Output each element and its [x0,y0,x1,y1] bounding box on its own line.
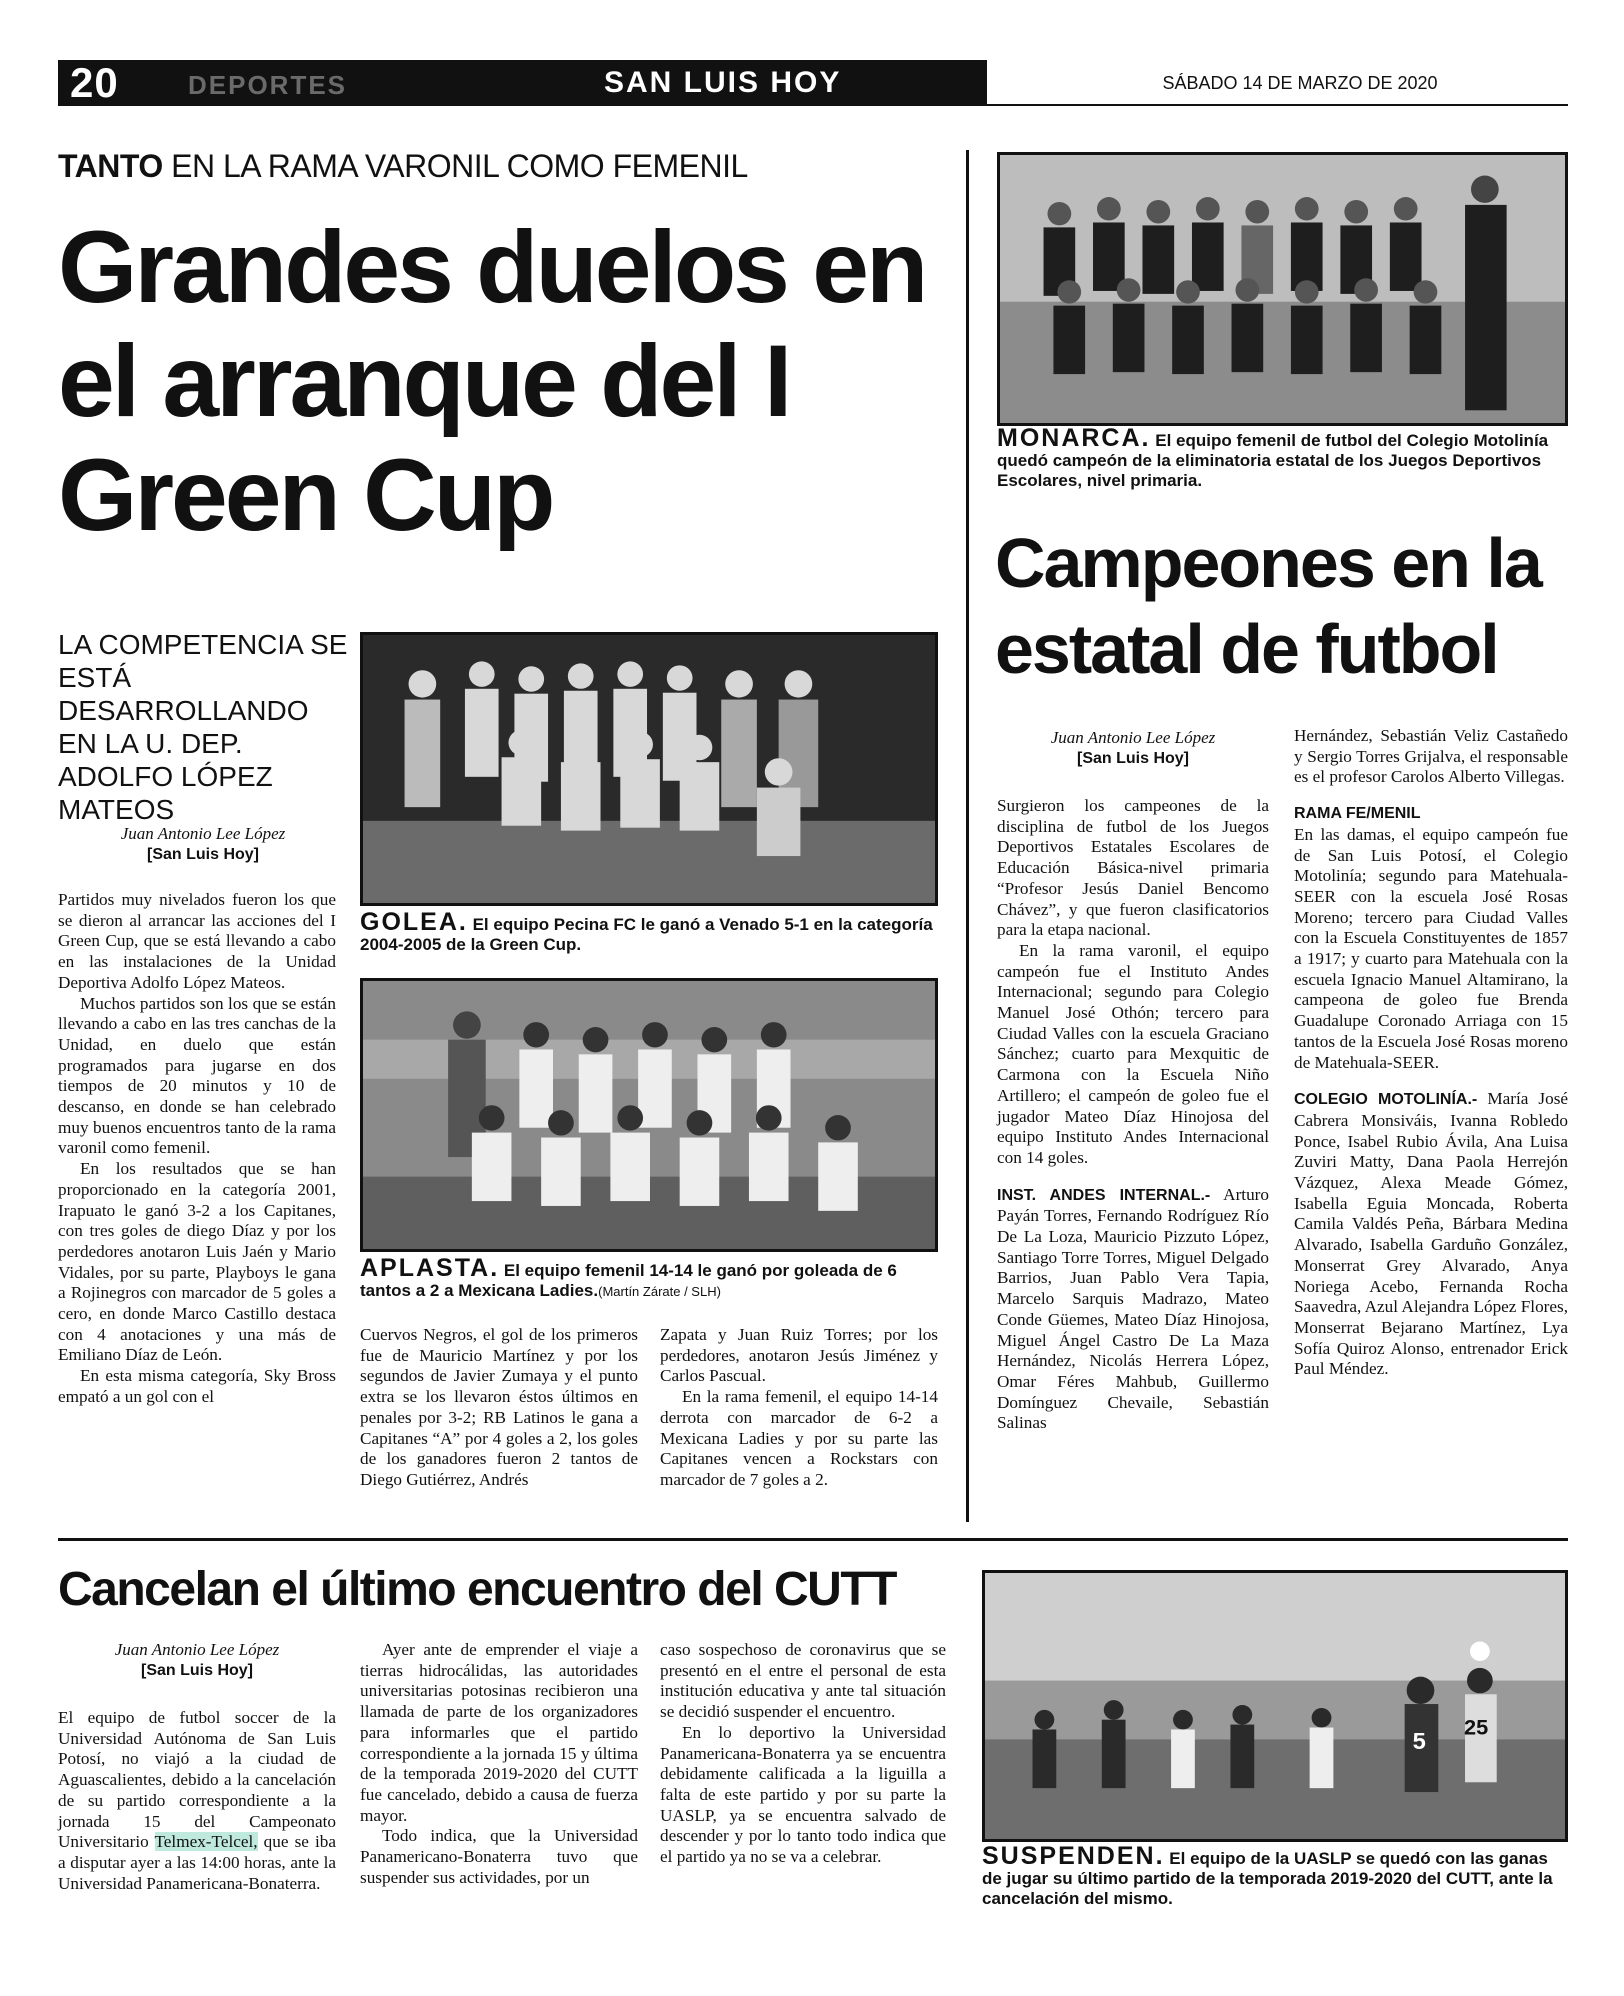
match-photo [985,1573,1565,1839]
paragraph: caso sospechoso de coronavirus que se presentó en el entre el personal de esta institución educativa y ante tal situación se decidió suspender el encuentro. [660,1640,946,1722]
lead-headline: Grandes duelos en el arranque del I Green Cup [58,210,926,552]
paragraph: Surgieron los campeones de la disciplina de futbol de los Juegos Deportivos Estatales Escolares de Educación Básica-nivel primaria “Profesor Jesús Daniel Bencomo Chávez”, y que fueron clasificatorios para la etapa nacional. [997,796,1269,940]
bottom-column-2 [360,1640,638,1888]
issue-date: SÁBADO 14 DE MARZO DE 2020 [1162,73,1438,93]
paragraph: En esta misma categoría, Sky Bross empató a un gol con el [58,1366,336,1406]
lead-column-1 [58,890,336,1408]
paragraph: INST. ANDES INTERNAL.- Arturo Payán Torres, Fernando Rodríguez Río De La Loza, Mauricio Pizzuto López, Santiago Torre Torres, Miguel Delgado Barrios, Juan Pablo Vera Tapia, Marcelo Sarquis Madrazo, Mateo Conde Güemes, Mateo Díaz Hinojosa, Miguel Ángel Castro De La Maza Hernández, Nicolás Herrera López, Omar Féres Mahbub, Guillermo Domínguez Chevaile, Sebastián Salinas [997,1184,1269,1433]
paragraph: En las damas, el equipo campeón fue de San Luis Potosí, el Colegio Motolinía; segundo para Matehuala-SEER con la escuela José Rosas Moreno; tercero para Ciudad Valles con la Escuela Constituyentes de 1857 a 1917; y cuarto para Matehuala con la escuela Ignacio Manuel Altamirano, la campeona de goleo fue Brenda Guadalupe Coronado Arriaga con 15 tantos de la Escuela José Rosas moreno de Matehuala-SEER. [1294,824,1568,1072]
photo-aplasta [360,978,938,1252]
paragraph: Ayer ante de emprender el viaje a tierras hidrocálidas, las autoridades universitarias potosinas recibieron una llamada de parte de los organizadores para informarles que el partido correspondiente a la jornada 15 y última de la temporada 2019-2020 del CUTT fue cancelado, debido a causa de fuerza mayor. [360,1640,638,1825]
subheading-motolinia: COLEGIO MOTOLINÍA.- [1294,1091,1478,1109]
right-headline: Campeones en la estatal de futbol [995,524,1541,688]
photo-golea [360,632,938,906]
right-byline: Juan Antonio Lee López [1050,728,1216,747]
bottom-column-3 [660,1640,946,1868]
lead-column-3 [660,1325,938,1491]
lead-source: [San Luis Hoy] [146,846,259,863]
paragraph: En la rama varonil, el equipo campeón fue el Instituto Andes Internacional; segundo para Colegio Manuel José Othón; tercero para Ciudad Valles con la escuela Graciano Sánchez; cuarto para Mexquitic de Carmona con la Escuela Niño Artillero; el campeón de goleo fue el jugador Mateo Díaz Hinojosa del equipo Instituto Andes Internacional con 14 goles. [997,940,1269,1167]
bottom-headline: Cancelan el último encuentro del CUTT [58,1563,896,1616]
bottom-byline: Juan Antonio Lee López [114,1640,280,1659]
paragraph: Zapata y Juan Ruiz Torres; por los perdedores, anotaron Jesús Jiménez y Carlos Pascual. [660,1325,938,1386]
team-photo-girls [363,981,935,1249]
newspaper-name: SAN LUIS HOY [604,66,842,99]
column-divider [966,150,969,1522]
subheading-andes: INST. ANDES INTERNAL.- [997,1186,1211,1204]
paragraph: En la rama femenil, el equipo 14-14 derrota con marcador de 6-2 a Mexicana Ladies y por su parte las Capitanes vencen a Rockstars con marcador de 7 goles a 2. [660,1387,938,1489]
caption-aplasta: APLASTA. El equipo femenil 14-14 le ganó por goleada de 6 tantos a 2 a Mexicana Ladies.(Martín Zárate / SLH) [360,1254,897,1300]
paragraph: En lo deportivo la Universidad Panamericana-Bonaterra ya se encuentra debidamente calificada a la liguilla a falta de este partido y por su parte la UASLP, ya se encuentra salvado de descender y por lo tanto todo indica que el partido ya no se va a celebrar. [660,1722,946,1867]
paragraph: COLEGIO MOTOLINÍA.- María José Cabrera Monsiváis, Ivanna Robledo Ponce, Isabel Rubio Ávila, Ana Luisa Zuviri Matty, Dana Paola Herrejón Vázquez, Alexa Meade Gómez, Isabella Eguia Moncada, Roberta Camila Valdés Peña, Bárbara Medina Alvarado, Isabella Garduño González, Monserrat Grey Alvarado, Anya Noriega Acebo, Fernanda Rocha Saavedra, Azul Alejandra López Flores, Monserrat Bejarano Martínez, Lya Sofía Quiroz Alonso, entrenador Erick Paul Méndez. [1294,1089,1569,1379]
paragraph: Todo indica, que la Universidad Panamericano-Bonaterra tuvo que suspender sus actividades, por un [360,1826,638,1887]
caption-monarca: MONARCA. El equipo femenil de futbol del Colegio Motolinía quedó campeón de la eliminatoria estatal de los Juegos Deportivos Escolares, nivel primaria. [997,424,1549,490]
section-name: DEPORTES [188,70,348,100]
lead-deck: LA COMPETENCIA SE ESTÁ DESARROLLANDO EN LA U. DEP. ADOLFO LÓPEZ MATEOS [58,629,348,825]
lead-kicker: TANTO EN LA RAMA VARONIL COMO FEMENIL [58,148,748,184]
bottom-source: [San Luis Hoy] [140,1662,253,1679]
photo-suspenden [982,1570,1568,1842]
paragraph: En los resultados que se han proporcionado en la categoría 2001, Irapuato le ganó 3-2 a los Capitanes, con tres goles de diego Díaz y por los perdedores anotaron Luis Jaén y Mario Vidales, por su parte, Playboys le gana a Rojinegros con marcador de 5 goles a cero, en donde Marco Castillo destaca con 4 anotaciones y una más de Emiliano Díaz de León. [58,1159,336,1365]
caption-golea: GOLEA. El equipo Pecina FC le ganó a Venado 5-1 en la categoría 2004-2005 de la Green Cup. [360,908,933,954]
team-photo-boys [363,635,935,903]
paragraph: Cuervos Negros, el gol de los primeros fue de Mauricio Martínez y por los segundos de Javier Zumaya y el punto extra se los llevaron éstos últimos en penales por 3-2; RB Latinos le gana a Capitanes “A” por 4 goles a 2, los goles de los ganadores fueron 2 tantos de Diego Gutiérrez, Andrés [360,1325,638,1489]
page-number: 20 [70,59,119,106]
paragraph: Muchos partidos son los que se están llevando a cabo en las tres canchas de la Unidad, en duelo que están programados para jugarse en dos tiempos de 20 minutos y 10 de descanso, en donde se han celebrado muy buenos encuentros tanto de la rama varonil como femenil. [58,993,336,1158]
right-column-1 [997,796,1269,1434]
paragraph: Partidos muy nivelados fueron los que se dieron al arrancar las acciones del I Green Cup, que se está llevando a cabo en las instalaciones de la Unidad Deportiva Adolfo López Mateos. [58,890,336,992]
right-column-2 [1294,726,1568,1380]
highlighted-text: Telmex-Telcel, [154,1832,258,1852]
paragraph: Hernández, Sebastián Veliz Castañedo y Sergio Torres Grijalva, el responsable es el profesor Carolos Alberto Villegas. [1294,726,1568,787]
team-photo-champions [1000,155,1565,423]
paragraph: El equipo de futbol soccer de la Universidad Autónoma de San Luis Potosí, no viajó a la ciudad de Aguascalientes, debido a la cancelación de su partido correspondiente a la jornada 15 del Campeonato Universitario Telmex-Telcel, que se iba a disputar ayer a las 14:00 horas, ante la Universidad Panamericana-Bonaterra. [58,1708,336,1893]
jersey-number: 5 [1412,1729,1426,1755]
photo-credit: (Martín Zárate / SLH) [598,1284,721,1299]
right-source: [San Luis Hoy] [1076,750,1189,767]
bottom-column-1 [58,1708,336,1894]
section-divider [58,1538,1568,1541]
subheading-rama-femenil: RAMA FE/MENIL [1294,805,1421,823]
jersey-number: 25 [1464,1714,1489,1740]
caption-suspenden: SUSPENDEN. El equipo de la UASLP se quedó con las ganas de jugar su último partido de la temporada 2019-2020 del CUTT, ante la cancelación del mismo. [982,1842,1553,1908]
lead-column-2 [360,1325,638,1491]
photo-monarca [997,152,1568,426]
lead-byline: Juan Antonio Lee López [120,824,286,843]
